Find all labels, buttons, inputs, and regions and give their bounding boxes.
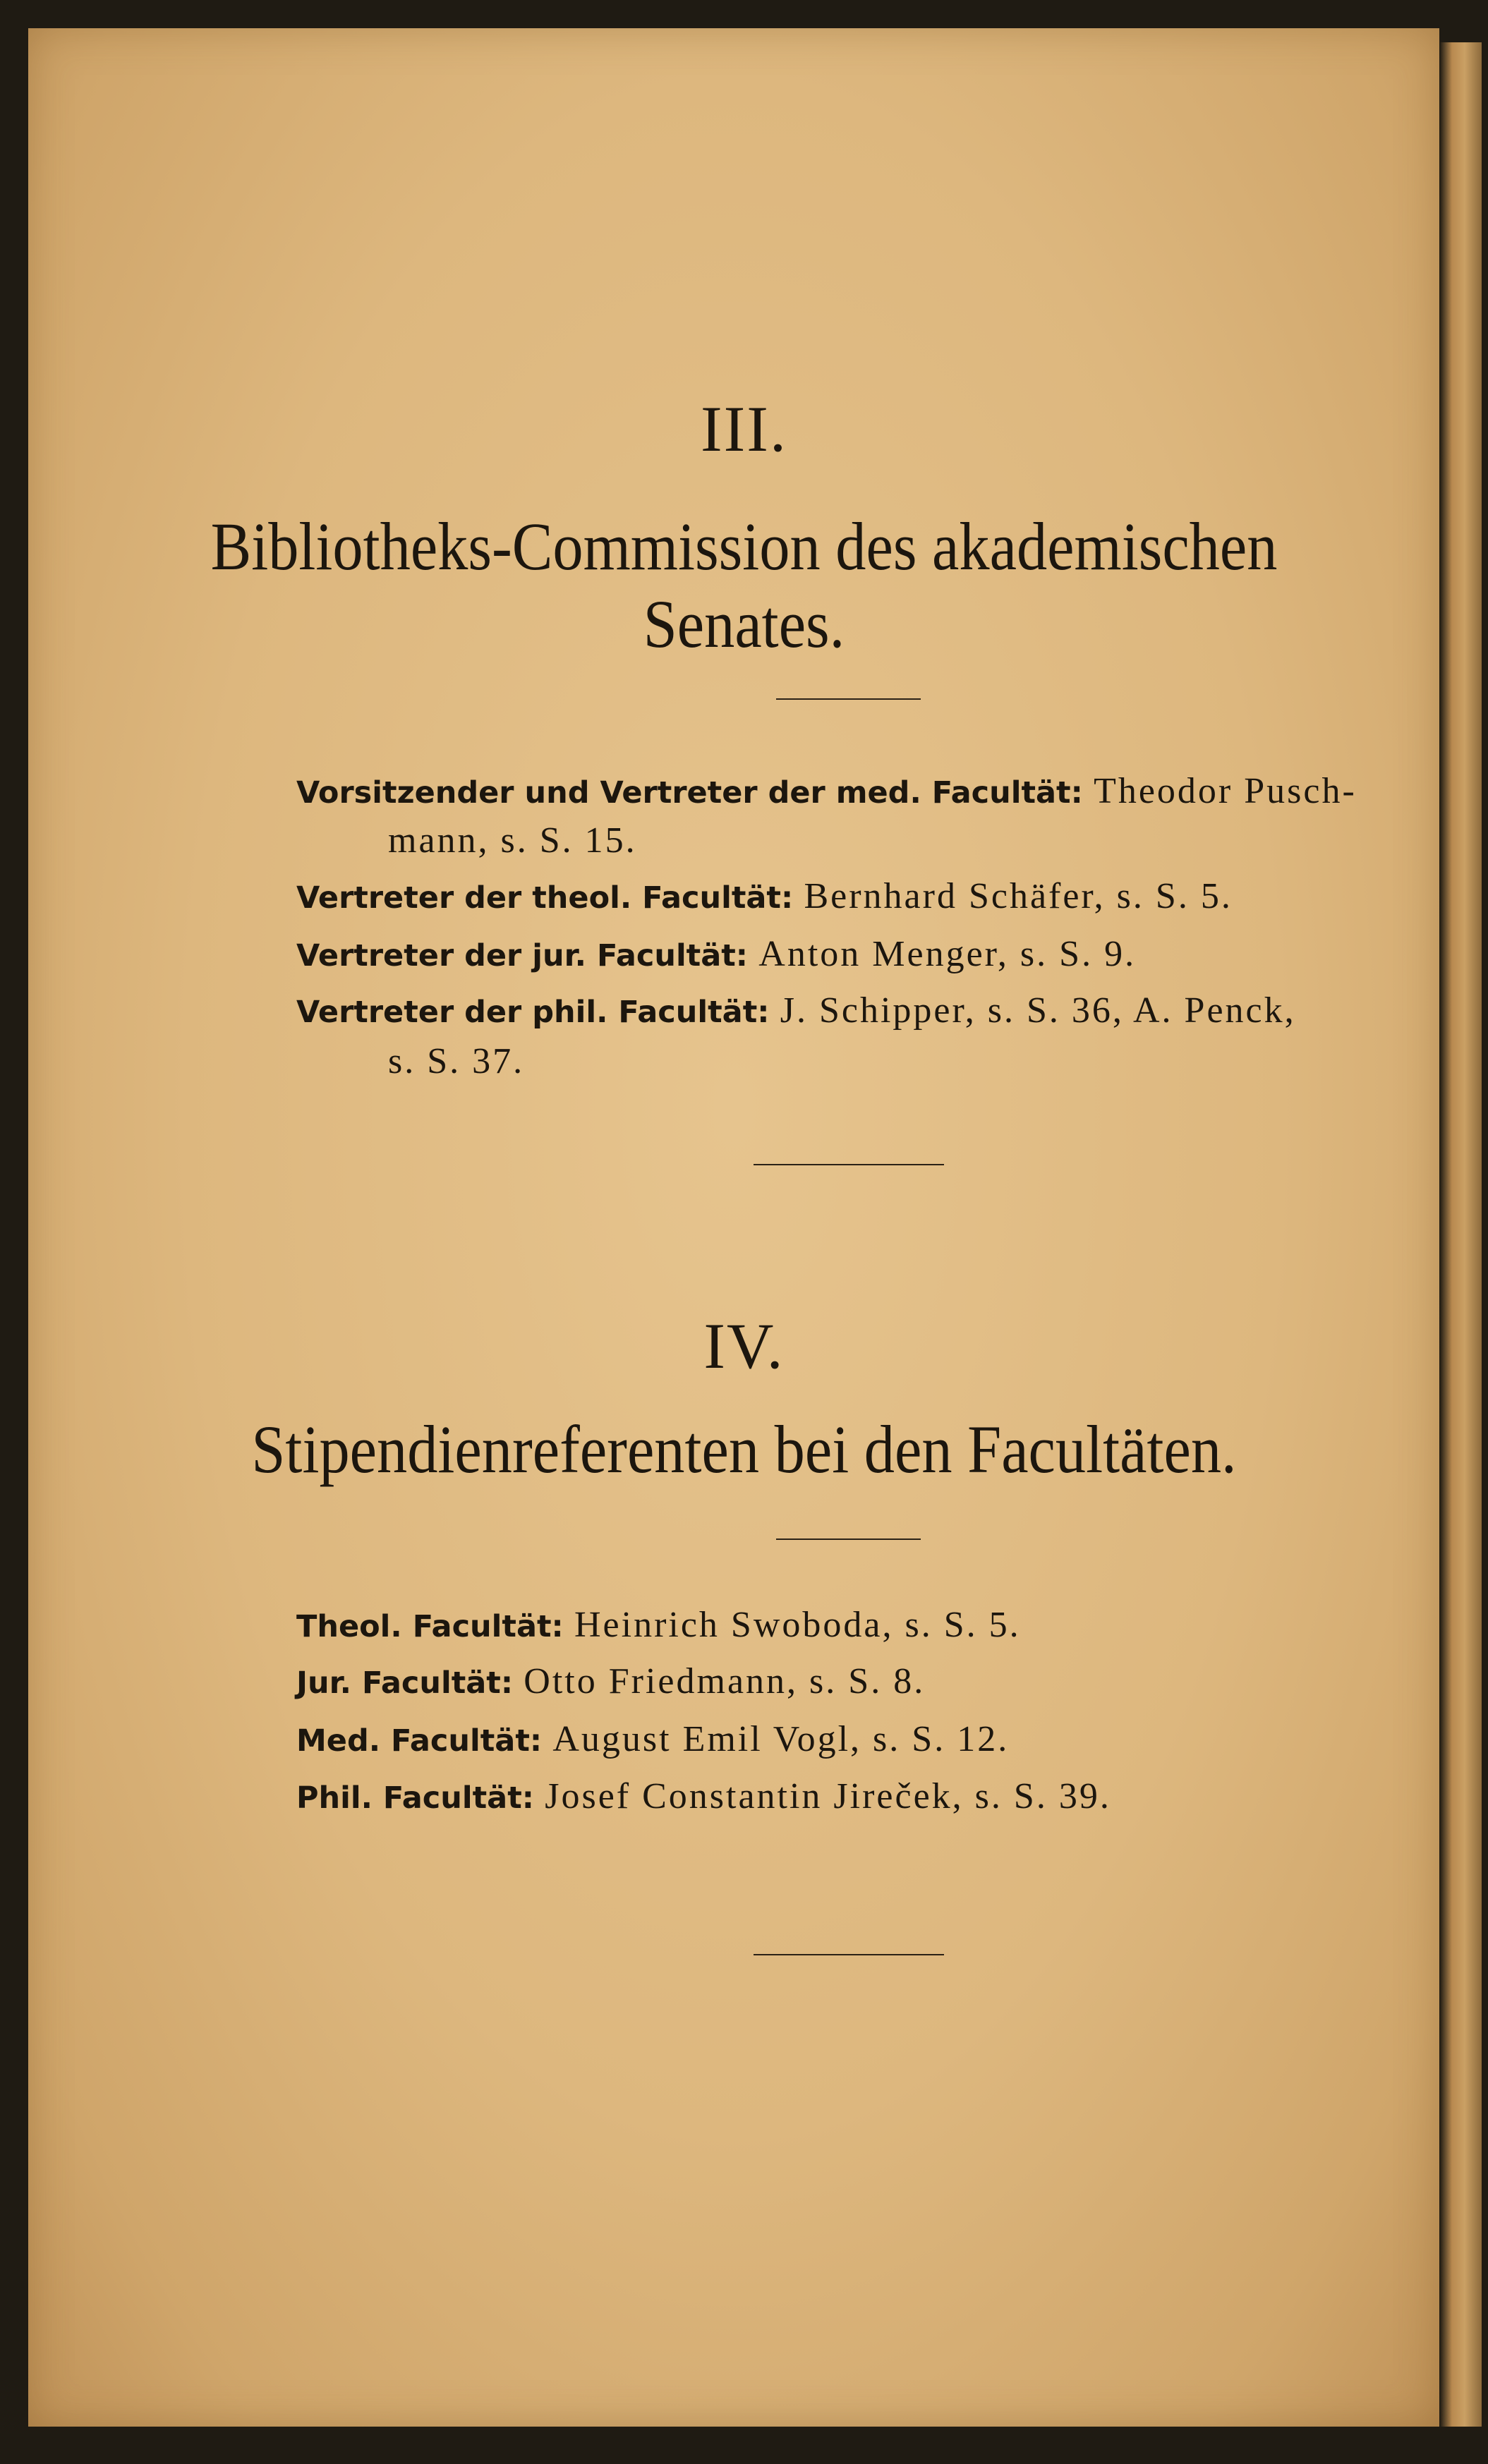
entry-label: Vertreter der phil. Facultät:	[296, 995, 770, 1030]
section-3-entry-3	[296, 927, 1404, 983]
section-4-entry-4	[296, 1769, 1404, 1826]
section-4-numeral: IV.	[703, 1310, 785, 1382]
section-4-entry-3	[296, 1712, 1404, 1768]
section-4-title-rule	[776, 1539, 921, 1540]
closing-rule	[754, 1954, 944, 1955]
entry-value: Josef Constantin Jireček, s. S. 39.	[545, 1776, 1111, 1816]
section-3-entry-4	[296, 983, 1404, 1040]
entry-label: Med. Facultät:	[296, 1723, 543, 1759]
section-3-entry-2	[296, 869, 1404, 925]
entry-value: J. Schipper, s. S. 36, A. Penck,	[780, 990, 1296, 1031]
section-3-title-line-2: Senates.	[643, 586, 845, 662]
entry-value: Heinrich Swoboda, s. S. 5.	[574, 1605, 1021, 1645]
entry-value: Anton Menger, s. S. 9.	[758, 934, 1137, 974]
section-3-entry-1	[296, 764, 1404, 820]
section-3-title-rule	[776, 698, 921, 700]
section-divider	[754, 1164, 944, 1165]
section-4-title: Stipendienreferenten bei den Facultäten.	[251, 1412, 1237, 1487]
entry-value: Otto Friedmann, s. S. 8.	[524, 1661, 926, 1701]
section-3-numeral: III.	[701, 393, 787, 465]
entry-value: Bernhard Schäfer, s. S. 5.	[804, 876, 1233, 916]
section-3-entry-1-continuation: mann, s. S. 15.	[388, 820, 637, 861]
entry-label: Vorsitzender und Vertreter der med. Facultät:	[296, 775, 1083, 811]
section-3-title-line-1: Bibliotheks-Commission des akademischen	[210, 509, 1278, 584]
entry-label: Phil. Facultät:	[296, 1780, 534, 1816]
entry-label: Vertreter der jur. Facultät:	[296, 938, 749, 973]
entry-label: Jur. Facultät:	[296, 1665, 514, 1701]
section-3-entry-4-continuation: s. S. 37.	[388, 1041, 525, 1081]
entry-value: August Emil Vogl, s. S. 12.	[552, 1719, 1010, 1759]
section-4-entry-1	[296, 1598, 1404, 1654]
entry-label: Theol. Facultät:	[296, 1609, 564, 1644]
entry-value: Theodor Pusch-	[1094, 771, 1357, 811]
entry-label: Vertreter der theol. Facultät:	[296, 880, 794, 916]
section-4-entry-2	[296, 1654, 1404, 1711]
